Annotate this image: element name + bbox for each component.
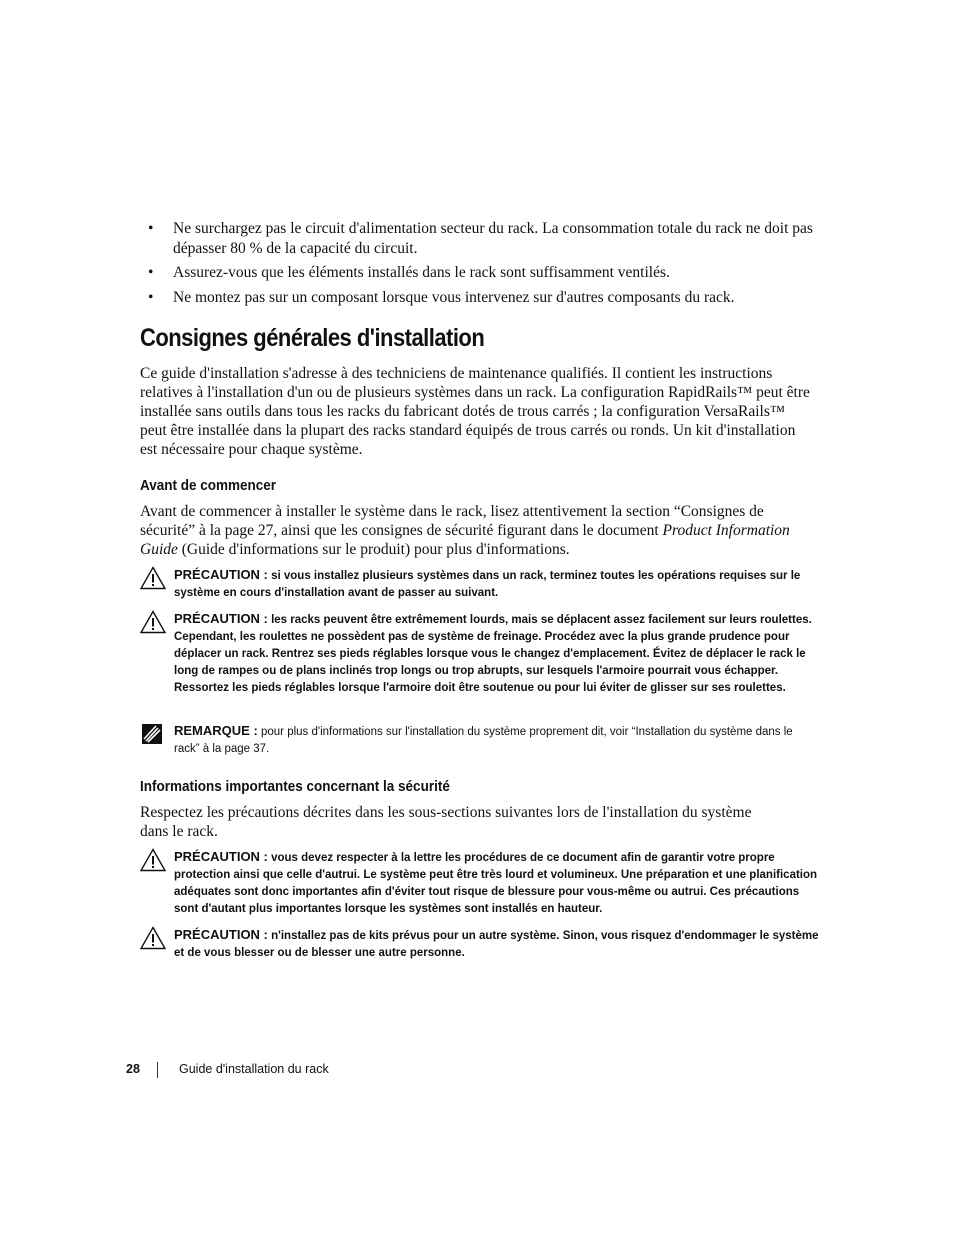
note-text: REMARQUE : pour plus d'informations sur l'installation du système proprement dit, voir “Installation du système dans le rack” à la page 37.: [174, 723, 793, 755]
bullet-text: Ne surchargez pas le circuit d'alimentation secteur du rack. La consommation totale du rack ne doit pas dépasser 80 % de la capacité du circuit.: [173, 220, 813, 257]
subsection-heading-avant: Avant de commencer: [140, 477, 277, 494]
caution-text: PRÉCAUTION : n'installez pas de kits prévus pour un autre système. Sinon, vous risquez d'endommager le système et de vous blesser ou de blesser une autre personne.: [174, 927, 819, 959]
footer-doc-title: Guide d'installation du rack: [179, 1062, 329, 1076]
bullet-marker: •: [148, 264, 154, 281]
list-item: [146, 219, 816, 258]
bullet-marker: •: [148, 288, 154, 306]
caution-text: PRÉCAUTION : vous devez respecter à la lettre les procédures de ce document afin de garantir votre propre protection ainsi que celle d'autrui. Le système peut être très lourd et volumineux. Une préparation et une planification adéquates sont donc importantes afin d'éviter tout risque de blessure pour vous-même ou autrui. Ces précautions sont d'autant plus importantes lorsque les systèmes sont installés en hauteur.: [174, 849, 818, 915]
section-heading: Consignes générales d'installation: [140, 324, 485, 352]
bullet-text: Assurez-vous que les éléments installés dans le rack sont suffisamment ventilés.: [173, 264, 670, 281]
bullet-text: Ne montez pas sur un composant lorsque vous intervenez sur d'autres composants du rack.: [173, 288, 735, 306]
list-item: [146, 263, 816, 283]
bullet-marker: •: [148, 220, 154, 237]
footer-divider: [157, 1062, 158, 1078]
section-intro: Ce guide d'installation s'adresse à des techniciens de maintenance qualifiés. Il contient les instructions relatives à l'installation d'un ou de plusieurs systèmes dans un rack. La configuration RapidRails™ peut être installée sans outils dans tous les racks du fabricant dotés de trous carrés ; la configuration VersaRails™ peut être installée dans la plupart des racks standard équipés de trous carrés ou ronds. Un kit d'installation est nécessaire pour chaque système.: [140, 365, 810, 458]
warning-triangle-icon: [140, 926, 166, 950]
page-number: 28: [126, 1062, 140, 1076]
note-pencil-icon: [140, 722, 166, 746]
subsection-paragraph-avant: Avant de commencer à installer le système dans le rack, lisez attentivement la section “Consignes de sécurité” à la page 27, ainsi que les consignes de sécurité figurant dans le document Product Information Guide (Guide d'informations sur le produit) pour plus d'informations.: [140, 503, 790, 558]
subsection-heading-securite: Informations importantes concernant la sécurité: [140, 778, 450, 795]
bullet-list: [146, 219, 816, 312]
caution-text: PRÉCAUTION : si vous installez plusieurs systèmes dans un rack, terminez toutes les opérations requises sur le système en cours d'installation avant de passer au suivant.: [174, 567, 801, 599]
caution-text: PRÉCAUTION : les racks peuvent être extrêmement lourds, mais se déplacent assez facilement sur leurs roulettes. Cependant, les roulettes ne possèdent pas de système de freinage. Procédez avec la plus grande prudence pour déplacer un rack. Rentrez ses pieds réglables lorsque vous le changez d'emplacement. Évitez de déplacer le rack le long de rampes ou de plans inclinés trop longs ou trop abrupts, sur lesquels l'armoire pourrait vous échapper. Ressortez les pieds réglables lorsque l'armoire doit être soutenue ou pour lui éviter de glisser sur ses roulettes.: [174, 611, 812, 694]
warning-triangle-icon: [140, 566, 166, 590]
subsection-paragraph-securite: Respectez les précautions décrites dans les sous-sections suivantes lors de l'installation du système dans le rack.: [140, 804, 752, 840]
list-item: [146, 288, 816, 308]
warning-triangle-icon: [140, 610, 166, 634]
warning-triangle-icon: [140, 848, 166, 872]
